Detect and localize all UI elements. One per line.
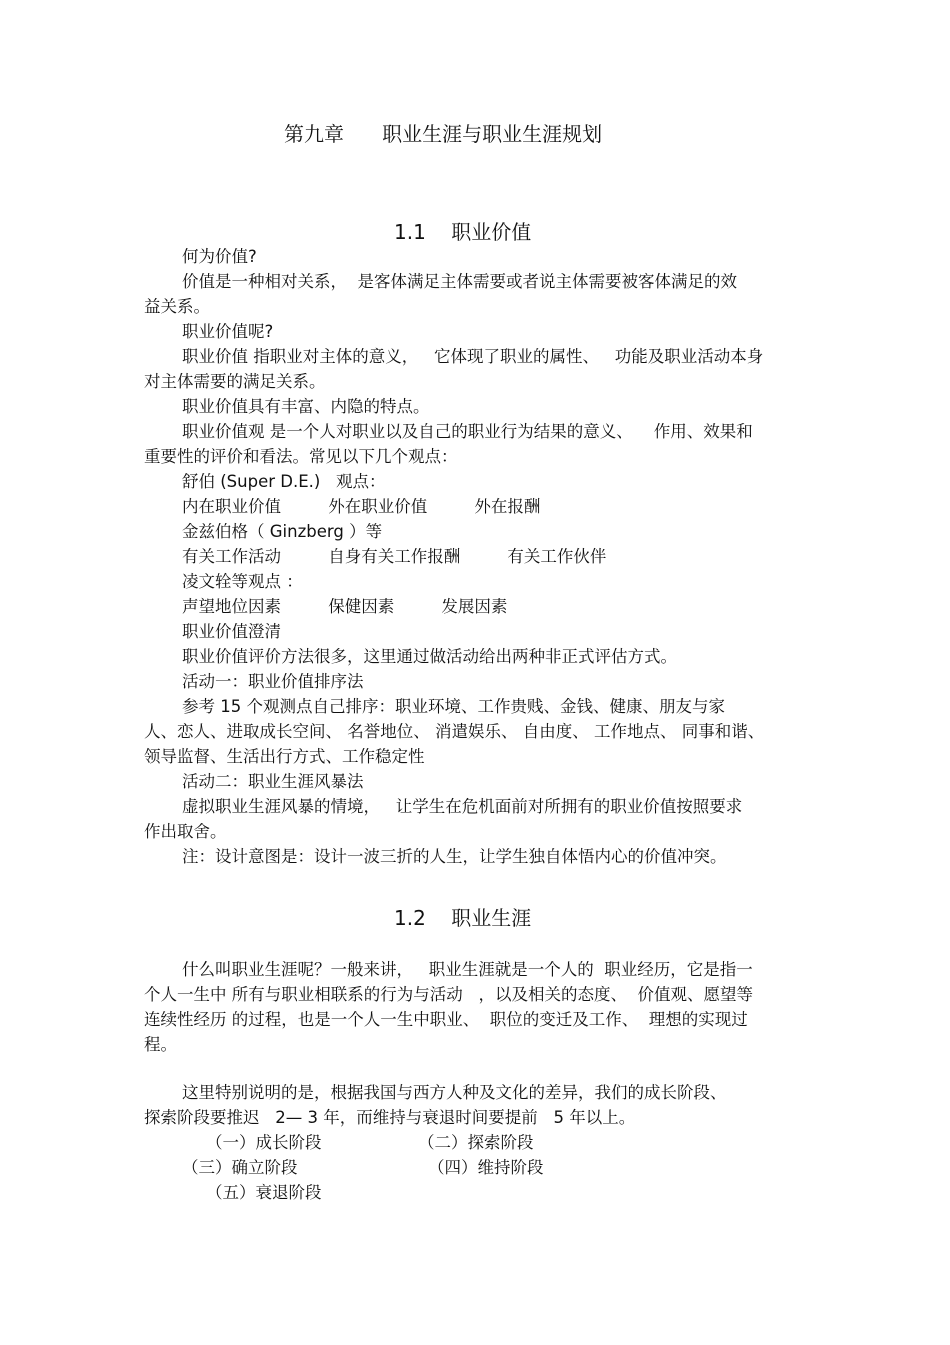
paragraph-line: 价值是一种相对关系， 是客体满足主体需要或者说主体需要被客体满足的效 bbox=[182, 272, 737, 291]
paragraph-line: 程。 bbox=[144, 1035, 177, 1054]
chapter-title: 第九章 职业生涯与职业生涯规划 bbox=[284, 122, 603, 146]
paragraph-line: 职业价值评价方法很多，这里通过做活动给出两种非正式评估方式。 bbox=[182, 647, 677, 666]
stage-item: （一）成长阶段 bbox=[206, 1133, 322, 1152]
paragraph-line: 这里特别说明的是，根据我国与西方人种及文化的差异，我们的成长阶段、 bbox=[182, 1083, 727, 1102]
paragraph-line: 参考 15 个观测点自己排序：职业环境、工作贵贱、金钱、健康、朋友与家 bbox=[182, 697, 725, 716]
paragraph-line: 职业价值具有丰富、内隐的特点。 bbox=[182, 397, 430, 416]
paragraph-line: 作出取舍。 bbox=[144, 822, 227, 841]
paragraph-line: 什么叫职业生涯呢？一般来讲， 职业生涯就是一个人的 职业经历，它是指一 bbox=[182, 960, 753, 979]
stage-item: （二）探索阶段 bbox=[418, 1133, 534, 1152]
paragraph-line: 对主体需要的满足关系。 bbox=[144, 372, 326, 391]
stage-item: （五）衰退阶段 bbox=[206, 1183, 322, 1202]
paragraph-line: 职业价值澄清 bbox=[182, 622, 281, 641]
paragraph-line: 注：设计意图是：设计一波三折的人生，让学生独自体悟内心的价值冲突。 bbox=[182, 847, 727, 866]
section-heading-1-2: 1.2 职业生涯 bbox=[394, 906, 532, 930]
paragraph-line: 探索阶段要推迟 2— 3 年，而维持与衰退时间要提前 5 年以上。 bbox=[144, 1108, 636, 1127]
stage-item: （四）维持阶段 bbox=[428, 1158, 544, 1177]
paragraph-line: 声望地位因素 保健因素 发展因素 bbox=[182, 597, 508, 616]
paragraph-line: 职业价值呢? bbox=[182, 322, 274, 341]
paragraph-line: 职业价值观 是一个人对职业以及自己的职业行为结果的意义、 作用、效果和 bbox=[182, 422, 753, 441]
paragraph-line: 凌文辁等观点 ： bbox=[182, 572, 303, 591]
stage-item: （三）确立阶段 bbox=[182, 1158, 298, 1177]
paragraph-line: 职业价值 指职业对主体的意义， 它体现了职业的属性、 功能及职业活动本身 bbox=[182, 347, 764, 366]
section-heading-1-1: 1.1 职业价值 bbox=[394, 220, 532, 244]
paragraph-line: 何为价值? bbox=[182, 247, 257, 266]
paragraph-line: 有关工作活动 自身有关工作报酬 有关工作伙伴 bbox=[182, 547, 607, 566]
paragraph-line: 连续性经历 的过程，也是一个人一生中职业、 职位的变迁及工作、 理想的实现过 bbox=[144, 1010, 748, 1029]
paragraph-line: 活动二：职业生涯风暴法 bbox=[182, 772, 364, 791]
paragraph-line: 金兹伯格（ Ginzberg ）等 bbox=[182, 522, 383, 541]
paragraph-line: 个人一生中 所有与职业相联系的行为与活动 ，以及相关的态度、 价值观、愿望等 bbox=[144, 985, 753, 1004]
paragraph-line: 舒伯 (Super D.E.) 观点： bbox=[182, 472, 386, 491]
paragraph-line: 益关系。 bbox=[144, 297, 210, 316]
paragraph-line: 人、恋人、进取成长空间、 名誉地位、 消遣娱乐、 自由度、 工作地点、 同事和谐、 bbox=[144, 722, 765, 741]
paragraph-line: 重要性的评价和看法。常见以下几个观点： bbox=[144, 447, 458, 466]
paragraph-line: 领导监督、生活出行方式、工作稳定性 bbox=[144, 747, 425, 766]
paragraph-line: 活动一：职业价值排序法 bbox=[182, 672, 364, 691]
paragraph-line: 虚拟职业生涯风暴的情境， 让学生在危机面前对所拥有的职业价值按照要求 bbox=[182, 797, 743, 816]
paragraph-line: 内在职业价值 外在职业价值 外在报酬 bbox=[182, 497, 541, 516]
